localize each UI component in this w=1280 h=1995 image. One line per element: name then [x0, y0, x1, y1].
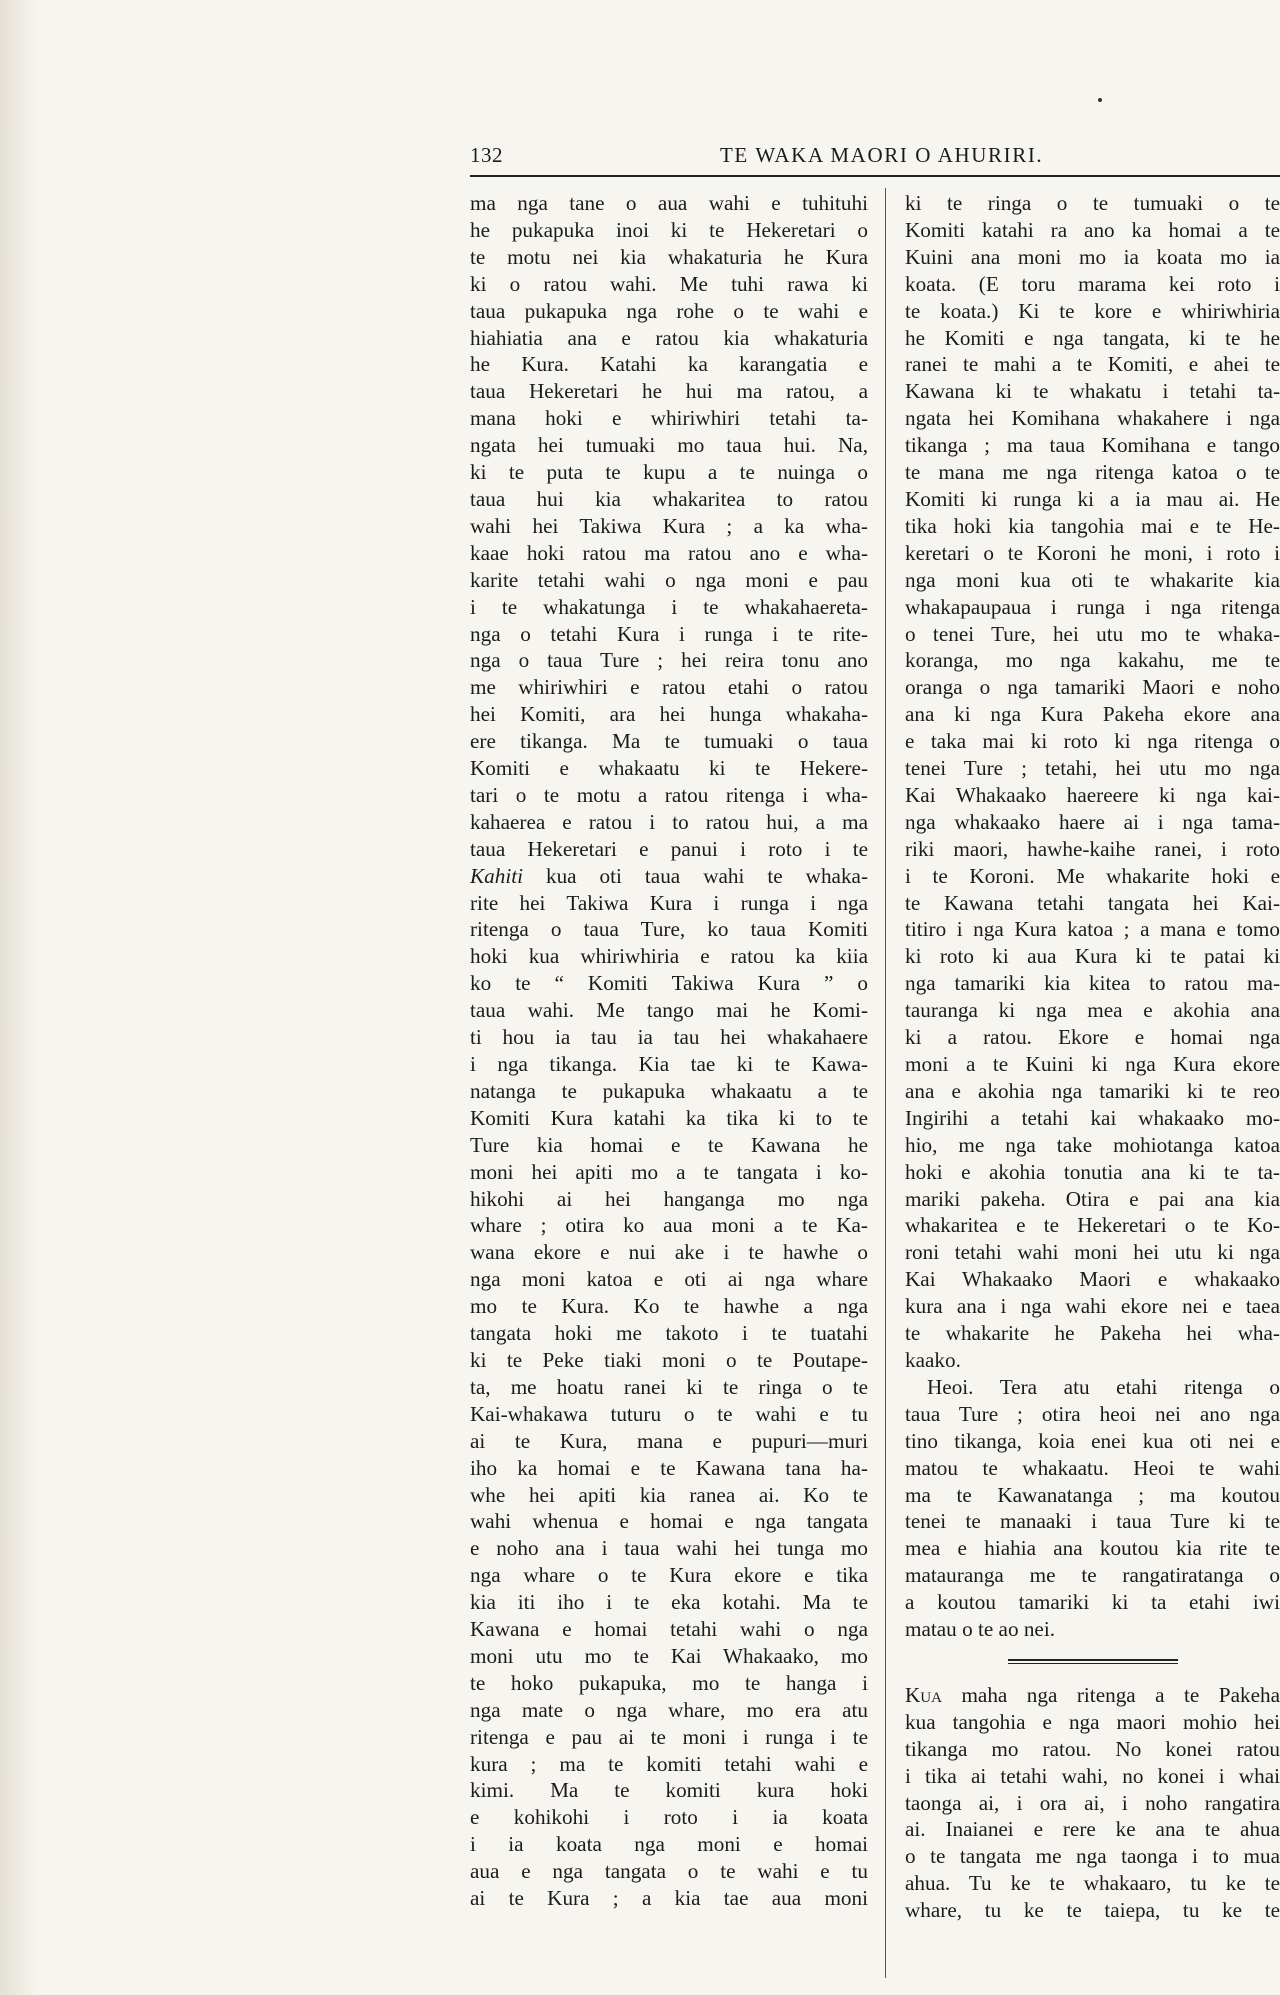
text-line: matauranga me te rangatiratanga o	[905, 1563, 1280, 1588]
text-line: e taka mai ki roto ki nga ritenga o	[905, 729, 1280, 754]
text-line: te whakarite he Pakeha hei wha-	[905, 1321, 1280, 1346]
text-line: natanga te pukapuka whakaatu a te	[470, 1078, 868, 1103]
italic-word: Kahiti	[470, 863, 523, 888]
text-line	[470, 863, 868, 890]
text-line: mea e hiahia ana koutou kia rite te	[905, 1536, 1280, 1561]
header-rule	[470, 175, 1280, 177]
text-line: taua hui kia whakaritea to ratou	[470, 486, 868, 511]
text-line: ai te Kura ; a kia tae aua moni	[470, 1886, 868, 1911]
text-line: te motu nei kia whakaturia he Kura	[470, 244, 868, 269]
text-line: hoki kua whiriwhiria e ratou ka kiia	[470, 944, 868, 969]
opening-word: Kua	[905, 1682, 942, 1707]
text-line: i te Koroni. Me whakarite hoki e	[905, 863, 1280, 888]
text-line: te mana me nga ritenga katoa o te	[905, 460, 1280, 485]
text-line: ta, me hoatu ranei ki te ringa o te	[470, 1374, 868, 1399]
text-line: te hoko pukapuka, mo te hanga i	[470, 1670, 868, 1695]
text-line: moni utu mo te Kai Whakaako, mo	[470, 1643, 868, 1668]
text-line: o te tangata me nga taonga i to mua	[905, 1844, 1280, 1869]
text-line: matou te whakaatu. Heoi te wahi	[905, 1455, 1280, 1480]
text-line: taua Ture ; otira heoi nei ano nga	[905, 1401, 1280, 1426]
text-line: mana hoki e whiriwhiri tetahi ta-	[470, 406, 868, 431]
text-line: ritenga e pau ai te moni i runga i te	[470, 1724, 868, 1749]
text-line: koata. (E toru marama kei roto i	[905, 271, 1280, 296]
text-line: nga moni kua oti te whakarite kia	[905, 567, 1280, 592]
text-line: he Kura. Katahi ka karangatia e	[470, 352, 868, 377]
text-line: Komiti ki runga ki a ia mau ai. He	[905, 486, 1280, 511]
left-column	[470, 190, 868, 1912]
text-line: moni a te Kuini ki nga Kura ekore	[905, 1052, 1280, 1076]
text-line: Ingirihi a tetahi kai whakaako mo-	[905, 1105, 1280, 1130]
text-line: ki a ratou. Ekore e homai nga	[905, 1025, 1280, 1050]
text-fragment: kua oti taua wahi te whaka-	[522, 863, 868, 888]
text-line: whakapaupaua i runga i nga ritenga	[905, 594, 1280, 619]
text-line: i ia koata nga moni e homai	[470, 1832, 868, 1857]
text-line: taua pukapuka nga rohe o te wahi e	[470, 298, 868, 323]
text-line: taua Hekeretari he hui ma ratou, a	[470, 379, 868, 404]
text-line: oranga o nga tamariki Maori e noho	[905, 675, 1280, 700]
text-line: mariki pakeha. Otira e pai ana kia	[905, 1186, 1280, 1211]
right-paragraph-2	[905, 1374, 1280, 1643]
text-line: te koata.) Ki te kore e whiriwhiria	[905, 298, 1280, 323]
text-line: taua Hekeretari e panui i roto i te	[470, 836, 868, 861]
text-line: kura ; ma te komiti tetahi wahi e	[470, 1751, 868, 1776]
text-line: ahua. Tu ke te whakaaro, tu ke te	[905, 1871, 1280, 1896]
text-line: e noho ana i taua wahi hei tunga mo	[470, 1536, 868, 1561]
text-line: ana e akohia nga tamariki ki te reo	[905, 1078, 1280, 1103]
scan-edge-shadow	[0, 0, 38, 1995]
text-line: whe hei apiti kia ranea ai. Ko te	[470, 1482, 868, 1507]
text-line: nga moni katoa e oti ai nga whare	[470, 1267, 868, 1292]
text-line: kura ana i nga wahi ekore nei e taea	[905, 1294, 1280, 1319]
text-line: taonga ai, i ora ai, i noho rangatira	[905, 1790, 1280, 1815]
text-line: ma nga tane o aua wahi e tuhituhi	[470, 191, 868, 215]
text-line: ki roto ki aua Kura ki te patai ki	[905, 944, 1280, 969]
text-line: nga whakaako haere ai i nga tama-	[905, 809, 1280, 834]
text-line: keretari o te Koroni he moni, i roto i	[905, 540, 1280, 565]
text-line: Kai Whakaako Maori e whakaako	[905, 1267, 1280, 1292]
text-line: nga tamariki kia kitea to ratou ma-	[905, 971, 1280, 996]
text-line: riki maori, hawhe-kaihe ranei, i roto	[905, 836, 1280, 861]
running-title: TE WAKA MAORI O AHURIRI.	[720, 143, 1044, 167]
text-line: kahaerea e ratou i to ratou hui, a ma	[470, 809, 868, 834]
text-line: koranga, mo nga kakahu, me te	[905, 648, 1280, 673]
text-line: karite tetahi wahi o nga moni e pau	[470, 567, 868, 592]
text-line: kaako.	[905, 1347, 961, 1372]
text-line: ki o ratou wahi. Me tuhi rawa ki	[470, 271, 868, 296]
text-line: wahi hei Takiwa Kura ; a ka wha-	[470, 513, 868, 538]
text-line: nga mate o nga whare, mo era atu	[470, 1697, 868, 1722]
text-line: ritenga o taua Ture, ko taua Komiti	[470, 917, 868, 942]
column-divider	[885, 188, 886, 1978]
text-line: tauranga ki nga mea e akohia ana	[905, 998, 1280, 1023]
text-line: hio, me nga take mohiotanga katoa	[905, 1132, 1280, 1157]
text-line: ki te puta te kupu a te nuinga o	[470, 460, 868, 485]
text-line: iho ka homai e te Kawana tana ha-	[470, 1455, 868, 1480]
section-separator-rule	[1008, 1659, 1178, 1664]
text-line: ngata hei Komihana whakahere i nga	[905, 406, 1280, 431]
right-paragraph-1	[905, 190, 1280, 1374]
text-line: Kai Whakaako haereere ki nga kai-	[905, 782, 1280, 807]
text-line: kia iti iho i te eka kotahi. Ma te	[470, 1590, 868, 1615]
text-line: ti hou ia tau ia tau hei whakahaere	[470, 1025, 868, 1050]
text-line: Komiti katahi ra ano ka homai a te	[905, 217, 1280, 242]
text-line: whakaritea e te Hekeretari o te Ko-	[905, 1213, 1280, 1238]
text-line: i tika ai tetahi wahi, no konei i whai	[905, 1763, 1280, 1788]
text-line: he pukapuka inoi ki te Hekeretari o	[470, 217, 868, 242]
text-line: wahi whenua e homai e nga tangata	[470, 1509, 868, 1534]
text-line: rite hei Takiwa Kura i runga i nga	[470, 890, 868, 915]
text-line: e kohikohi i roto i ia koata	[470, 1805, 868, 1830]
text-line: kaae hoki ratou ma ratou ano e wha-	[470, 540, 868, 565]
text-line: hei Komiti, ara hei hunga whakaha-	[470, 702, 868, 727]
text-line: Komiti e whakaatu ki te Hekere-	[470, 756, 868, 781]
text-line: me whiriwhiri e ratou etahi o ratou	[470, 675, 868, 700]
text-line: tangata hoki me takoto i te tuatahi	[470, 1321, 868, 1346]
text-fragment: maha nga ritenga a te Pakeha	[941, 1682, 1280, 1707]
text-line: he Komiti e nga tangata, ki te he	[905, 325, 1280, 350]
text-line: taua wahi. Me tango mai he Komi-	[470, 998, 868, 1023]
right-column	[905, 190, 1280, 1924]
text-line: ere tikanga. Ma te tumuaki o taua	[470, 729, 868, 754]
text-line: Kai-whakawa tuturu o te wahi e tu	[470, 1401, 868, 1426]
text-line: whare ; otira ko aua moni a te Ka-	[470, 1213, 868, 1238]
text-line: Kawana e homai tetahi wahi o nga	[470, 1617, 868, 1642]
right-paragraph-3	[905, 1682, 1280, 1924]
text-line: mo te Kura. Ko te hawhe a nga	[470, 1294, 868, 1319]
text-line: o tenei Ture, hei utu mo te whaka-	[905, 621, 1280, 646]
text-line: te Kawana tetahi tangata hei Kai-	[905, 890, 1280, 915]
text-line: titiro i nga Kura katoa ; a mana e tomo	[905, 917, 1280, 942]
ink-speck	[1098, 98, 1102, 102]
text-line: tino tikanga, koia enei kua oti nei e	[905, 1428, 1280, 1453]
text-line: hiahiatia ana e ratou kia whakaturia	[470, 325, 868, 350]
text-line: moni hei apiti mo a te tangata i ko-	[470, 1159, 868, 1184]
page-header	[470, 143, 1280, 173]
text-line: ma te Kawanatanga ; ma koutou	[905, 1482, 1280, 1507]
text-line: Heoi. Tera atu etahi ritenga o	[927, 1374, 1280, 1399]
text-line: ngata hei tumuaki mo taua hui. Na,	[470, 433, 868, 458]
page-number: 132	[470, 143, 503, 167]
text-line: ai te Kura, mana e pupuri—muri	[470, 1428, 868, 1453]
text-line: tari o te motu a ratou ritenga i wha-	[470, 782, 868, 807]
text-line: Kuini ana moni mo ia koata mo ia	[905, 244, 1280, 269]
text-line: nga o tetahi Kura i runga i te rite-	[470, 621, 868, 646]
text-line: ko te “ Komiti Takiwa Kura ” o	[470, 971, 868, 996]
text-line: kua tangohia e nga maori mohio hei	[905, 1709, 1280, 1734]
text-line: ai. Inaianei e rere ke ana te ahua	[905, 1817, 1280, 1842]
text-line: tika hoki kia tangohia mai e te He-	[905, 513, 1280, 538]
text-line: roni tetahi wahi moni hei utu ki nga	[905, 1240, 1280, 1265]
text-line: nga o taua Ture ; hei reira tonu ano	[470, 648, 868, 673]
text-line: kimi. Ma te komiti kura hoki	[470, 1778, 868, 1803]
text-line: i nga tikanga. Kia tae ki te Kawa-	[470, 1052, 868, 1076]
text-line: tikanga mo ratou. No konei ratou	[905, 1736, 1280, 1761]
text-line: a koutou tamariki ki ta etahi iwi	[905, 1590, 1280, 1615]
text-line: whare, tu ke te taiepa, tu ke te	[905, 1898, 1280, 1923]
text-line: tenei te manaaki i taua Ture ki te	[905, 1509, 1280, 1534]
text-line: Komiti Kura katahi ka tika ki to te	[470, 1105, 868, 1130]
text-line: hoki e akohia tonutia ana ki te ta-	[905, 1159, 1280, 1184]
text-line: ki te Peke tiaki moni o te Poutape-	[470, 1347, 868, 1372]
text-line: matau o te ao nei.	[905, 1617, 1056, 1642]
text-line: hikohi ai hei hanganga mo nga	[470, 1186, 868, 1211]
text-line: ranei te mahi a te Komiti, e ahei te	[905, 352, 1280, 377]
text-line: Ture kia homai e te Kawana he	[470, 1132, 868, 1157]
text-line: ki te ringa o te tumuaki o te	[905, 191, 1280, 215]
text-line: tikanga ; ma taua Komihana e tango	[905, 433, 1280, 458]
text-line: nga whare o te Kura ekore e tika	[470, 1563, 868, 1588]
text-line: i te whakatunga i te whakahaereta-	[470, 594, 868, 619]
text-line: ana ki nga Kura Pakeha ekore ana	[905, 702, 1280, 727]
text-line: wana ekore e nui ake i te hawhe o	[470, 1240, 868, 1265]
text-line: tenei Ture ; tetahi, hei utu mo nga	[905, 756, 1280, 781]
text-line	[905, 1682, 1280, 1709]
text-line: aua e nga tangata o te wahi e tu	[470, 1859, 868, 1884]
text-line: Kawana ki te whakatu i tetahi ta-	[905, 379, 1280, 404]
